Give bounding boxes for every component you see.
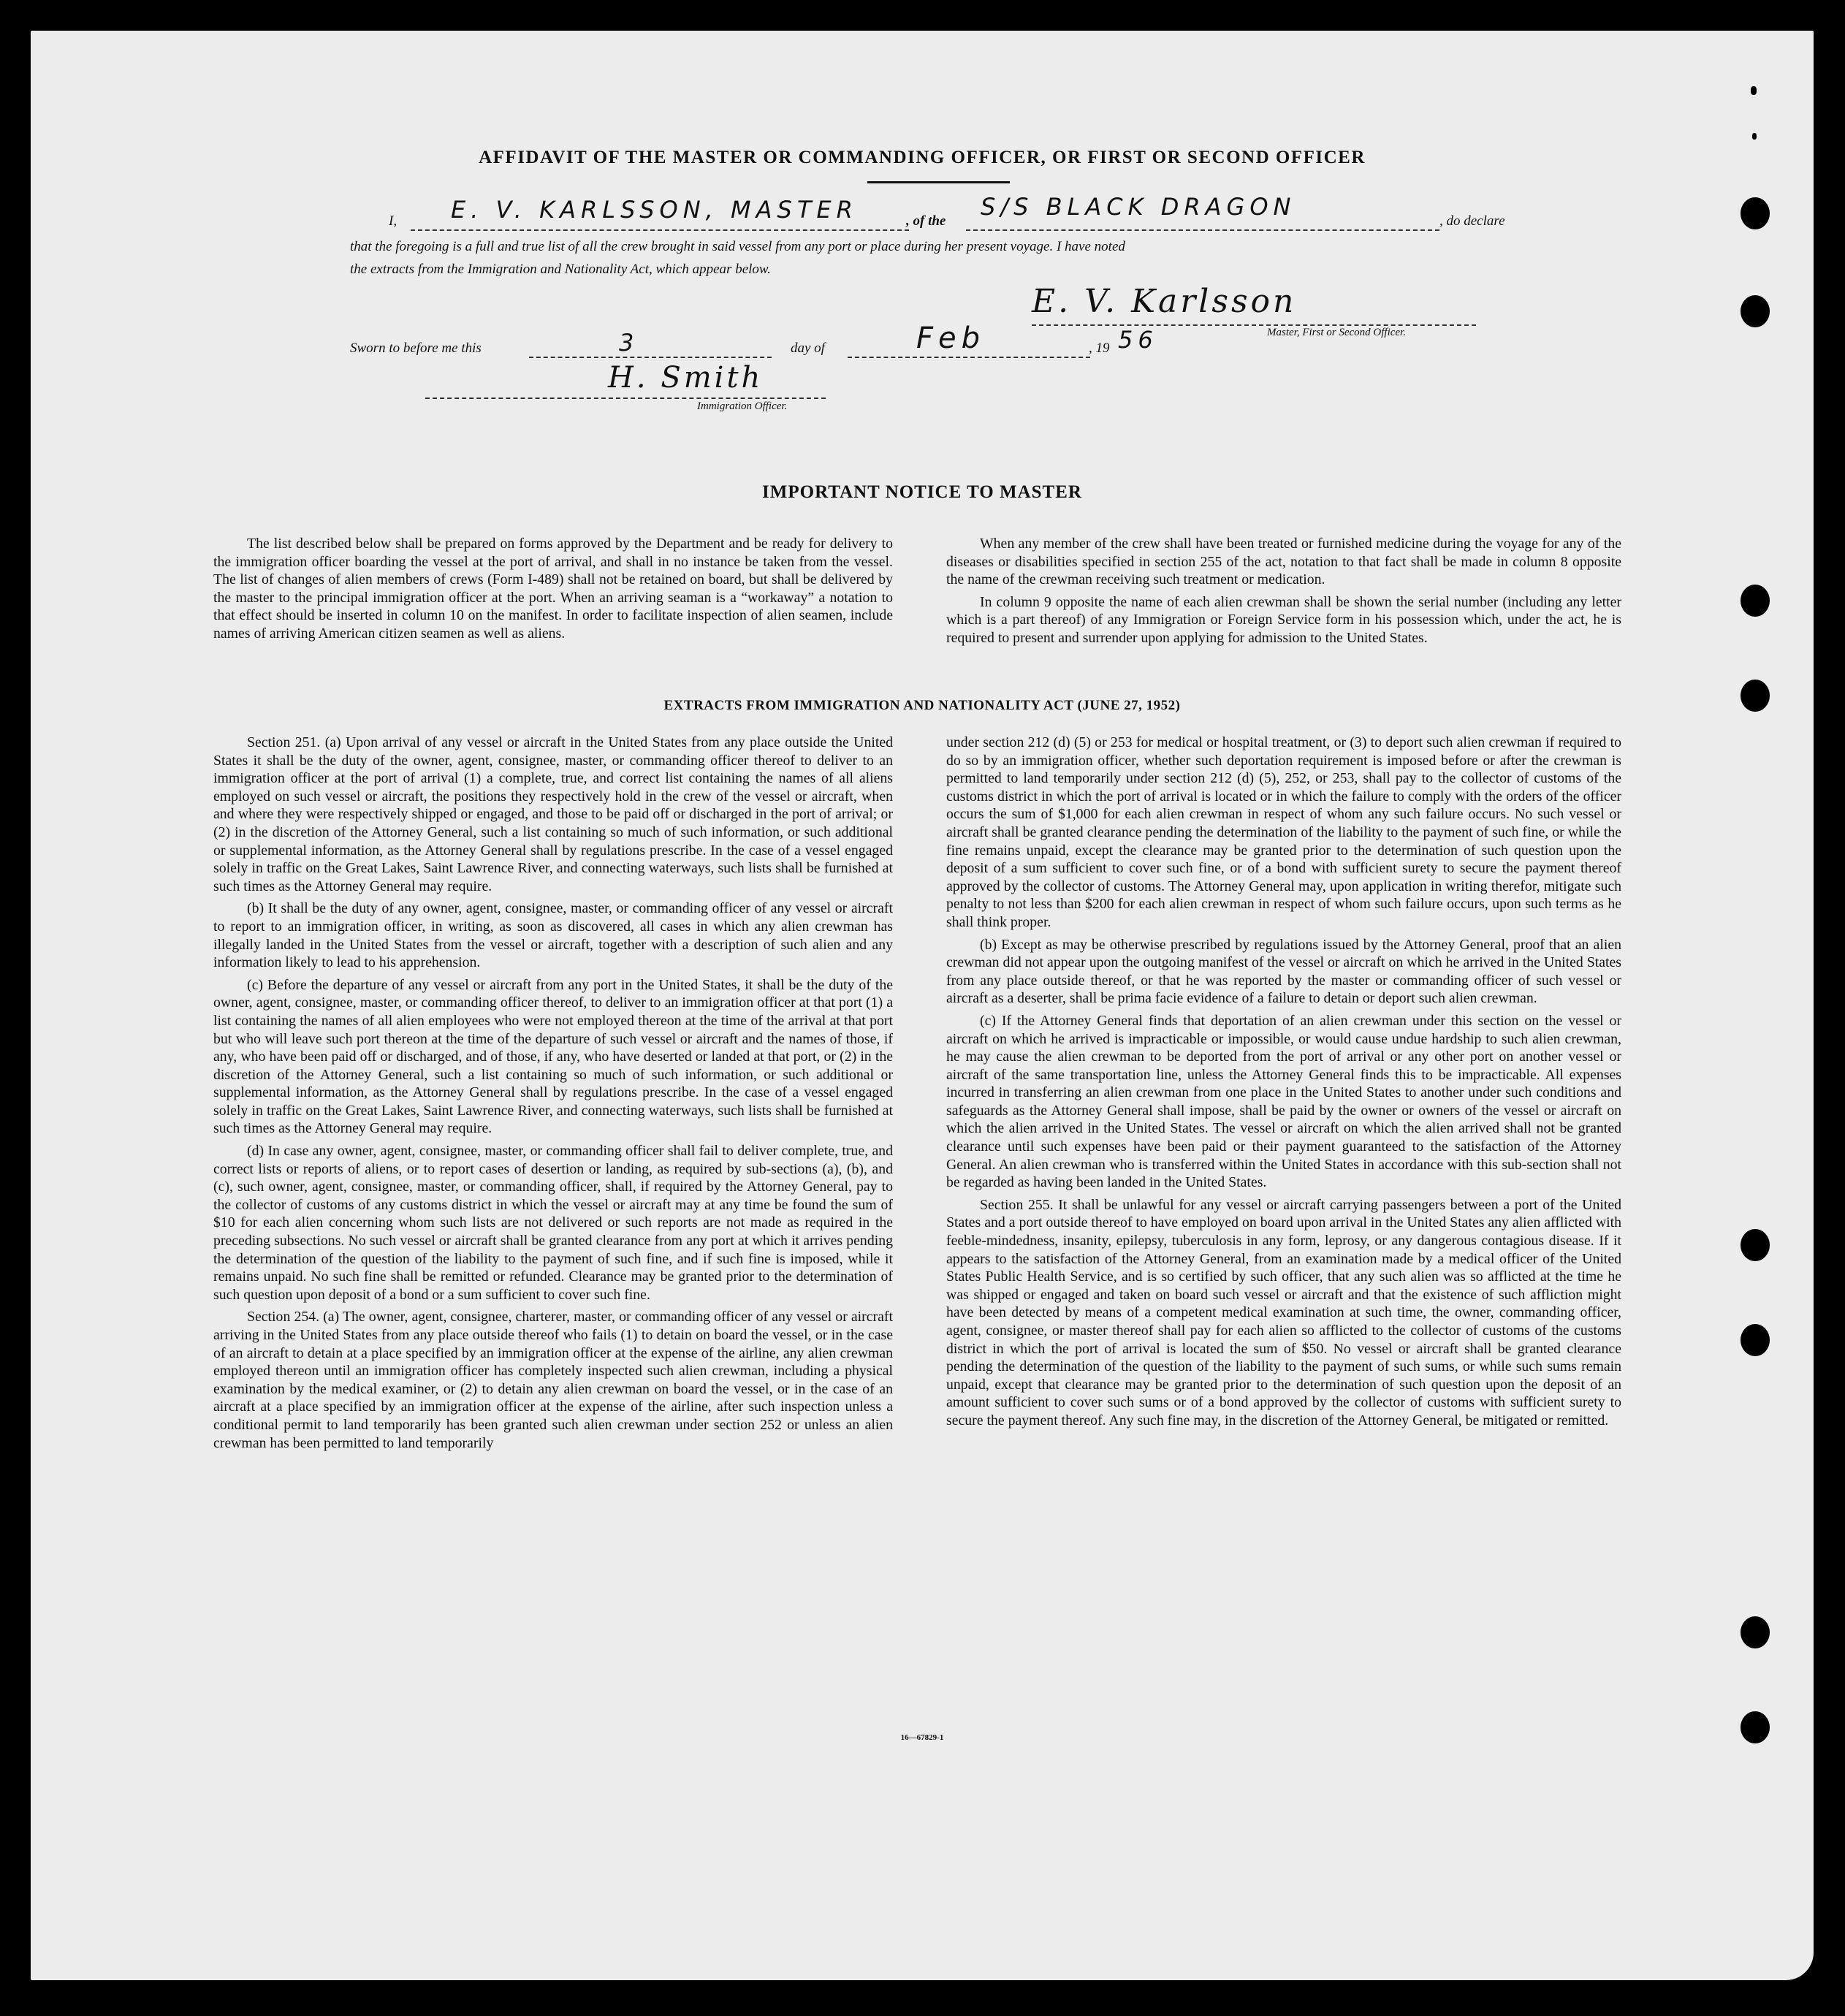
i-label: I, (389, 213, 397, 229)
name-dotted-line (411, 229, 909, 231)
notice-right-paragraph-2: In column 9 opposite the name of each alien crewman shall be shown the serial number (including any letter which is a part thereof) of any Immigration or Foreign Service form in his possession which, under the act, he is required to present and surrender upon applying for admission to the United States. (946, 593, 1621, 646)
document-page (31, 31, 1814, 1980)
speck-mark (1752, 133, 1757, 140)
master-signature-line (1032, 324, 1476, 326)
do-declare-label: , do declare (1439, 213, 1505, 229)
punch-hole (1741, 585, 1770, 617)
master-name-handwritten: E. V. KARLSSON, MASTER (451, 196, 858, 224)
master-signature-caption: Master, First or Second Officer. (1267, 327, 1406, 338)
punch-hole (1741, 197, 1770, 229)
sworn-day-handwritten: 3 (619, 329, 639, 357)
year-prefix: , 19 (1089, 341, 1110, 356)
punch-hole (1741, 1229, 1770, 1261)
statement-line-2: the extracts from the Immigration and Nationality Act, which appear below. (350, 262, 771, 277)
extracts-title: EXTRACTS FROM IMMIGRATION AND NATIONALITY ACT (JUNE 27, 1952) (663, 698, 1181, 713)
notice-right-column (946, 535, 1621, 652)
master-signature: E. V. Karlsson (1032, 283, 1297, 320)
form-number: 16—67829-1 (900, 1733, 944, 1742)
extract-paragraph: Section 255. It shall be unlawful for any vessel or aircraft carrying passengers between a port of the United States and a port outside thereof to have employed on board upon arrival in the United States any alien afflicted with feeble-mindedness, insanity, epilepsy, tuberculosis in any form, leprosy, or any dangerous contagious disease. If it appears to the satisfaction of the Attorney General, from an examination made by a medical officer of the United States Public Health Service, and is so certified by such officer, that any such alien was so afflicted at the time he was shipped or engaged and taken on board such vessel or aircraft and that the existence of such affliction might have been detected by means of a competent medical examination at such time, the owner, commanding officer, agent, consignee, or master thereof shall pay for each alien so afflicted to the collector of customs of the customs district in which the port of arrival is located the sum of $50. No vessel or aircraft shall be granted clearance pending the determination of the question of the liability to the payment of such sums, or while such sums remain unpaid, except that clearance may be granted prior to the determination of such question upon the deposit of an amount sufficient to cover such sums or of a bond approved by the collector of customs with sufficient surety to secure the payment thereof. Any such fine may, in the discretion of the Attorney General, be mitigated or remitted. (946, 1196, 1621, 1429)
notice-title: IMPORTANT NOTICE TO MASTER (762, 482, 1082, 502)
of-the-label: , of the (906, 213, 946, 229)
day-dotted-line (529, 357, 772, 358)
officer-caption: Immigration Officer. (697, 400, 788, 412)
extract-paragraph: (b) It shall be the duty of any owner, agent, consignee, master, or commanding officer of any vessel or aircraft to report to an immigration officer, in writing, as soon as discovered, all cases in which any alien crewman has illegally landed in the United States from the vessel or aircraft, together with a description of such alien and any information likely to lead to his apprehension. (213, 900, 893, 971)
affidavit-title: AFFIDAVIT OF THE MASTER OR COMMANDING OFFICER, OR FIRST OR SECOND OFFICER (479, 148, 1366, 167)
notice-left-column (213, 535, 893, 647)
officer-signature: H. Smith (608, 361, 764, 395)
vessel-name-handwritten: S/S BLACK DRAGON (981, 193, 1296, 221)
day-of-label: day of (791, 341, 825, 356)
extracts-right-column (946, 734, 1621, 1434)
month-dotted-line (848, 357, 1090, 358)
notice-left-paragraph: The list described below shall be prepared on forms approved by the Department and be ready for delivery to the immigration officer boarding the vessel at the port of arrival, and shall in no instance be taken from the vessel. The list of changes of alien members of crews (Form I-489) shall not be retained on board, but shall be delivered by the master to the principal immigration officer at the port. When an arriving seaman is a “workaway” a notation to that effect should be inserted in column 10 on the manifest. In order to facilitate inspection of alien seamen, include names of arriving American citizen seamen as well as aliens. (213, 536, 893, 642)
extract-paragraph: (b) Except as may be otherwise prescribed by regulations issued by the Attorney General, proof that an alien crewman did not appear upon the outgoing manifest of the vessel or aircraft on which he arrived in the United States from any place outside thereof, or that he was reported by the master or commanding officer of such vessel or aircraft as a deserter, shall be prima facie evidence of a failure to detain or deport such alien crewman. (946, 936, 1621, 1007)
extract-paragraph: (d) In case any owner, agent, consignee, master, or commanding officer shall fail to deliver complete, true, and correct lists or reports of aliens, or to report cases of desertion or landing, as required by sub-sections (a), (b), and (c), such owner, agent, consignee, master, or commanding officer, shall, if required by the Attorney General, pay to the collector of customs of any customs district in which the vessel or aircraft may at any time be found the sum of $10 for each alien concerning whom such lists are not delivered or such reports are not made as required in the preceding subsections. No such vessel or aircraft shall be granted clearance from any port at which it arrives pending the determination of the question of the liability to the payment of such fine, and if such fine is imposed, while it remains unpaid. No such fine shall be remitted or refunded. Clearance may be granted prior to the determination of such question upon deposit of a bond or a sum sufficient to cover such fine. (213, 1143, 893, 1303)
punch-hole (1741, 1616, 1770, 1648)
speck-mark (1751, 86, 1757, 95)
extract-paragraph: Section 254. (a) The owner, agent, consignee, charterer, master, or commanding officer of any vessel or aircraft arriving in the United States from any place outside thereof who fails (1) to detain on board the vessel, or in the case of an aircraft to detain at a place specified by an immigration officer at the expense of the airline, any alien crewman employed thereon until an immigration officer has completely inspected such alien crewman, including a physical examination by the medical examiner, or (2) to detain any alien crewman on board the vessel, or in the case of an aircraft at a place specified by an immigration officer at the expense of the airline, after such inspection unless a conditional permit to land temporarily has been granted such alien crewman under section 252 or unless an alien crewman has been permitted to land temporarily (213, 1309, 893, 1451)
officer-signature-line (425, 398, 826, 399)
sworn-month-handwritten: Feb (916, 322, 986, 355)
notice-right-paragraph-1: When any member of the crew shall have been treated or furnished medicine during the voyage for any of the diseases or disabilities specified in section 255 of the act, notation to that fact shall be made in column 8 opposite the name of the crewman receiving such treatment or medication. (946, 536, 1621, 588)
punch-hole (1741, 295, 1770, 327)
extract-paragraph: Section 251. (a) Upon arrival of any vessel or aircraft in the United States from any place outside the United States it shall be the duty of the owner, agent, consignee, master, or commanding officer thereof to deliver to an immigration officer at the port of arrival (1) a complete, true, and correct list containing the names of all aliens employed on such vessel or aircraft, the positions they respectively hold in the crew of the vessel or aircraft, when and where they were respectively shipped or engaged, and those to be paid off or discharged in the port of arrival; or (2) in the discretion of the Attorney General, such a list containing so much of such information, or such additional or supplemental information, as the Attorney General shall by regulations prescribe. In the case of a vessel engaged solely in traffic on the Great Lakes, Saint Lawrence River, and connecting waterways, such lists shall be furnished at such times as the Attorney General may require. (213, 734, 893, 894)
punch-hole (1741, 1324, 1770, 1356)
vessel-dotted-line (966, 229, 1439, 231)
statement-line-1: that the foregoing is a full and true list of all the crew brought in said vessel from any port or place during her present voyage. I have noted (350, 239, 1125, 254)
title-rule (867, 181, 1010, 183)
extracts-left-column (213, 734, 893, 1456)
extract-paragraph: under section 212 (d) (5) or 253 for medical or hospital treatment, or (3) to deport such alien crewman if required to do so by an immigration officer, whether such deportation requirement is imposed before or after the crewman is permitted to land temporarily under section 212 (d) (5), 252, or 253, shall pay to the collector of customs of the customs district in which the port of arrival is located or in which the failure to comply with the orders of the officer occurs the sum of $1,000 for each alien crewman in respect of whom any such failure occurs. No such vessel or aircraft shall be granted clearance pending the determination of the liability to the payment of such fine, or while the fine remains unpaid, except the clearance may be granted prior to the determination of such question upon the deposit of a sum sufficient to cover such fine, or of a bond with sufficient surety to secure the payment thereof approved by the collector of customs. The Attorney General may, upon application in writing therefor, mitigate such penalty to not less than $200 for each alien crewman in respect of whom such failure occurs, upon such terms as he shall think proper. (946, 734, 1621, 930)
extract-paragraph: (c) Before the departure of any vessel or aircraft from any port in the United States, it shall be the duty of the owner, agent, consignee, master, or commanding officer thereof, to deliver to an immigration officer at that port (1) a list containing the names of all alien employees who were not employed thereon at the time of the arrival at that port but who will leave such port thereon at the time of the departure of such vessel or aircraft and the names of those, if any, who have been paid off or discharged, and of those, if any, who have deserted or landed at that port, or (2) in the discretion of the Attorney General, such a list containing so much of such information, or such additional or supplemental information, as the Attorney General shall by regulations prescribe. In the case of a vessel engaged solely in traffic on the Great Lakes, Saint Lawrence River, and connecting waterways, such lists shall be furnished at such times as the Attorney General may require. (213, 976, 893, 1137)
extract-paragraph: (c) If the Attorney General finds that deportation of an alien crewman under this section on the vessel or aircraft on which he arrived is impracticable or impossible, or would cause undue hardship to such alien crewman, he may cause the alien crewman to be deported from the port of arrival or any other port on another vessel or aircraft of the same transportation line, unless the Attorney General finds this to be impracticable. All expenses incurred in transferring an alien crewman from one place in the United States to another under such conditions and safeguards as the Attorney General shall impose, shall be paid by the owner or owners of the vessel or aircraft on which the alien arrived in the United States. The vessel or aircraft on which the alien arrived shall not be granted clearance until such expenses have been paid or their payment guaranteed to the satisfaction of the Attorney General. An alien crewman who is transferred within the United States in accordance with this sub-section shall not be regarded as having been landed in the United States. (946, 1012, 1621, 1191)
sworn-label: Sworn to before me this (350, 341, 482, 356)
year-suffix-handwritten: 56 (1118, 326, 1158, 354)
